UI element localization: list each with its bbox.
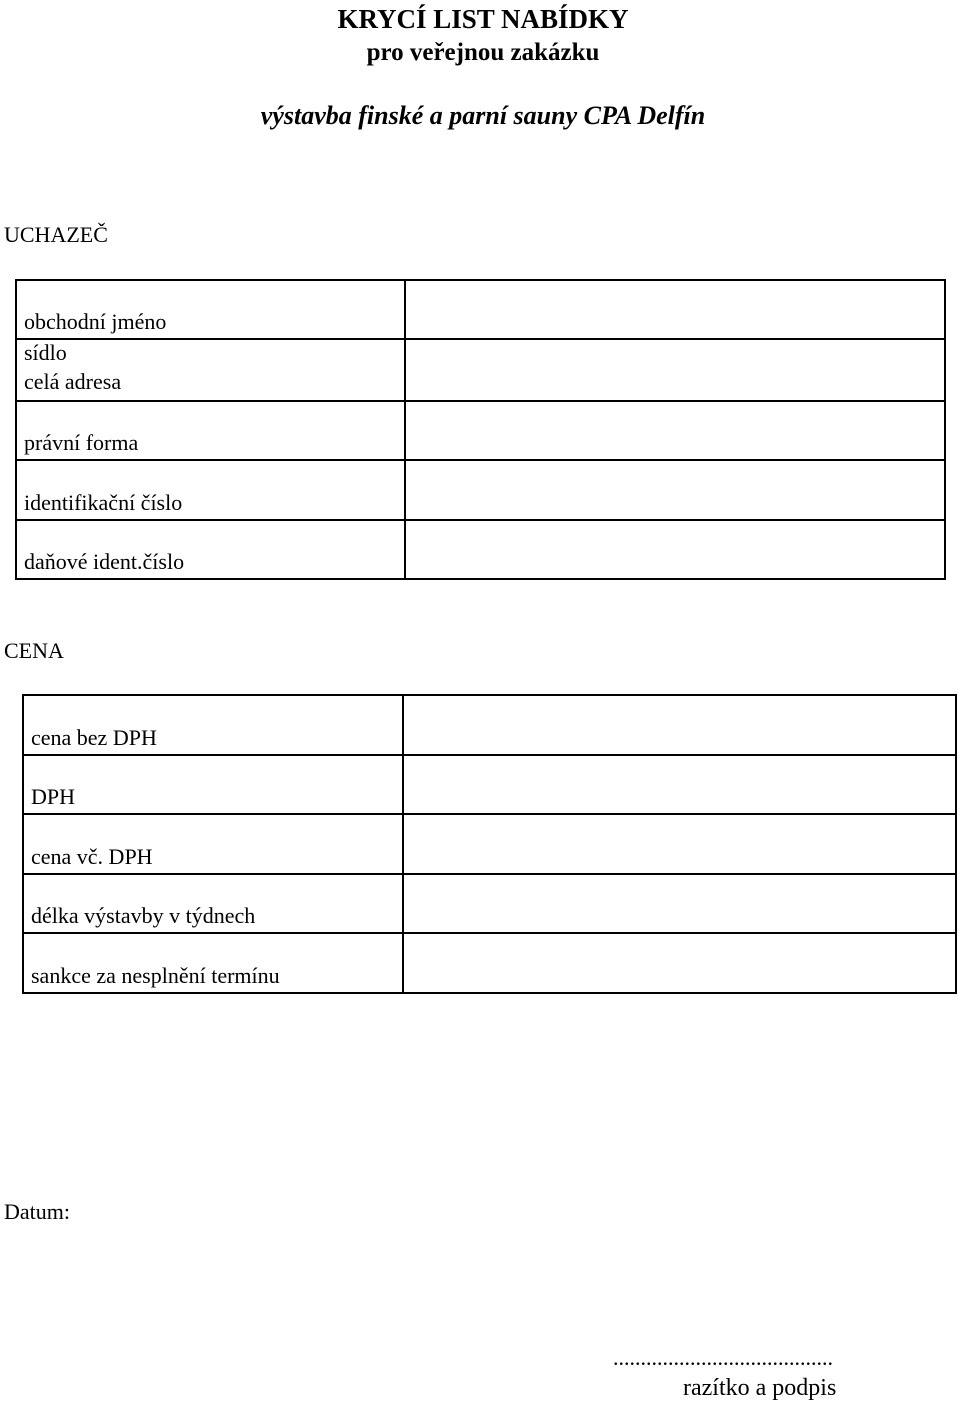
- signature-line: ........................................: [613, 1345, 833, 1370]
- bidder-heading: UCHAZEČ: [4, 222, 108, 247]
- bidder-value-tax-id[interactable]: [405, 520, 945, 579]
- bidder-label-seat: [16, 339, 405, 401]
- table-row: [16, 339, 945, 401]
- bidder-label-seat-line2: celá adresa: [24, 369, 122, 394]
- table-row: [23, 933, 956, 993]
- price-label-vat: DPH: [23, 755, 403, 814]
- project-name: výstavba finské a parní sauny CPA Delfín: [260, 101, 706, 130]
- table-row: [23, 755, 956, 814]
- price-label-gross: cena vč. DPH: [23, 814, 403, 874]
- bidder-value-legal-form[interactable]: [405, 401, 945, 460]
- price-value-penalty[interactable]: [403, 933, 956, 993]
- table-row: [16, 280, 945, 339]
- bidder-label-name: obchodní jméno: [16, 280, 405, 339]
- price-table: [22, 694, 957, 994]
- price-value-duration[interactable]: [403, 874, 956, 933]
- price-value-net[interactable]: [403, 695, 956, 755]
- table-row: [23, 695, 956, 755]
- form-title: KRYCÍ LIST NABÍDKY: [337, 4, 629, 34]
- bidder-label-seat-line1: sídlo: [24, 340, 67, 365]
- price-label-net: cena bez DPH: [23, 695, 403, 755]
- table-row: [23, 814, 956, 874]
- bidder-label-tax-id: daňové ident.číslo: [16, 520, 405, 579]
- table-row: [16, 460, 945, 520]
- price-value-vat[interactable]: [403, 755, 956, 814]
- price-value-gross[interactable]: [403, 814, 956, 874]
- table-row: [16, 401, 945, 460]
- bidder-label-id: identifikační číslo: [16, 460, 405, 520]
- bidder-value-name[interactable]: [405, 280, 945, 339]
- price-label-penalty: sankce za nesplnění termínu: [23, 933, 403, 993]
- date-label: Datum:: [4, 1199, 70, 1224]
- bidder-table: [15, 279, 946, 580]
- bidder-value-seat[interactable]: [405, 339, 945, 401]
- signature-label: razítko a podpis: [683, 1375, 837, 1401]
- table-row: [23, 874, 956, 933]
- bidder-label-legal-form: právní forma: [16, 401, 405, 460]
- table-row: [16, 520, 945, 579]
- price-label-duration: délka výstavby v týdnech: [23, 874, 403, 933]
- form-subtitle: pro veřejnou zakázku: [366, 39, 600, 66]
- price-heading: CENA: [4, 638, 64, 663]
- bidder-value-id[interactable]: [405, 460, 945, 520]
